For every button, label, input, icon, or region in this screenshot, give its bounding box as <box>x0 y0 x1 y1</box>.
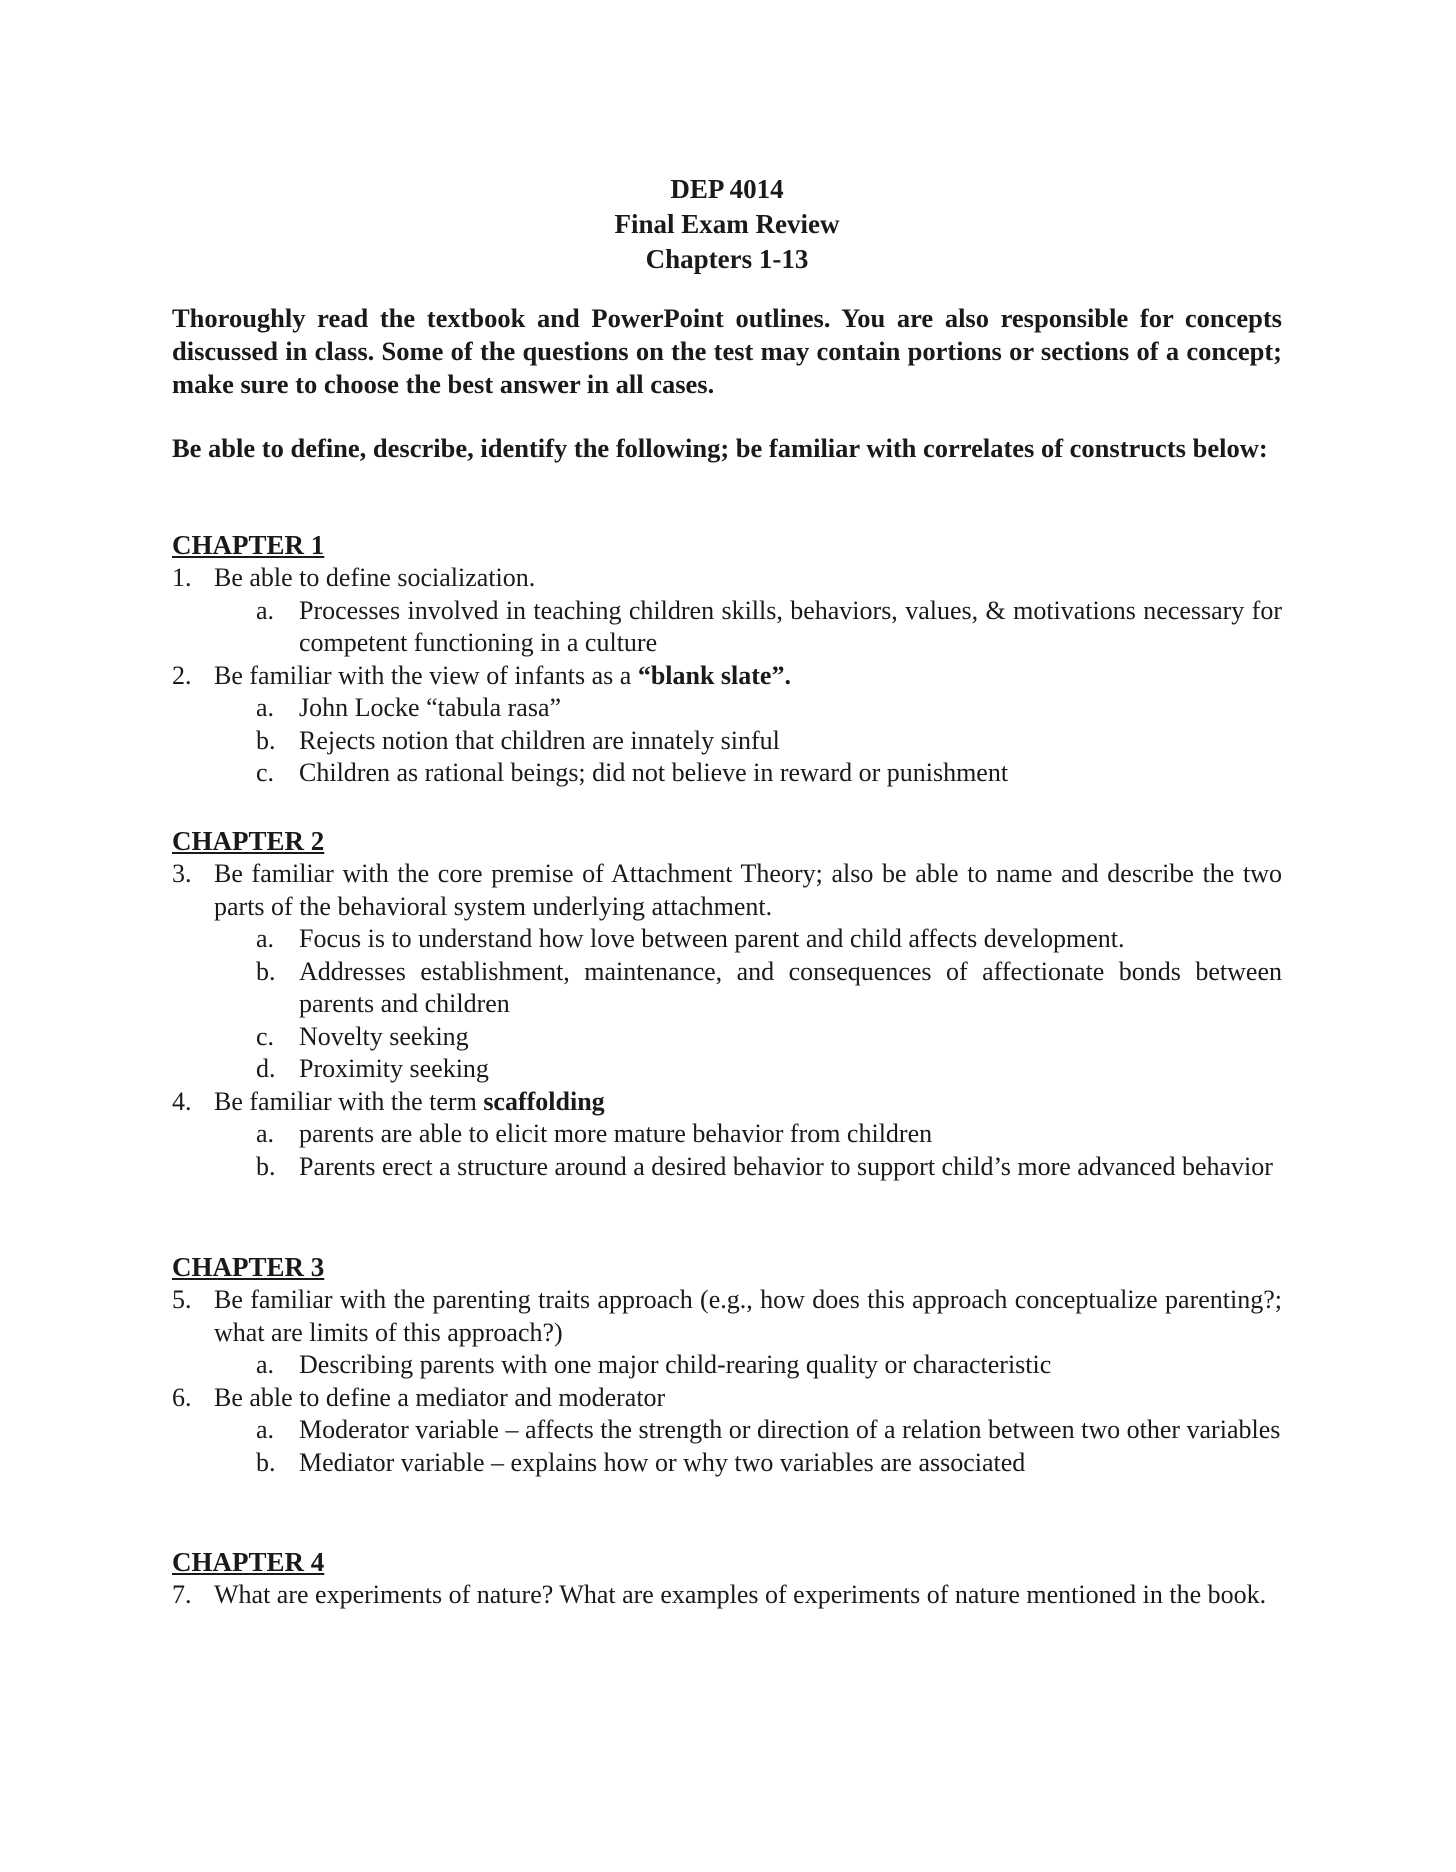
item-text: Be familiar with the view of infants as a <box>214 660 638 690</box>
item-number: 5. <box>172 1285 192 1314</box>
list-item <box>172 1086 1282 1184</box>
sub-text: Novelty seeking <box>299 1021 469 1051</box>
list-item <box>172 1284 1282 1382</box>
chapter-heading: CHAPTER 3 <box>172 1252 325 1282</box>
sub-text: Focus is to understand how love between parent and child affects development. <box>299 924 1125 953</box>
item-bold-term: “blank slate”. <box>637 660 791 690</box>
sub-text: Addresses establishment, maintenance, and consequences of affectionate bonds between parents and children <box>299 956 1282 1018</box>
sub-letter: d. <box>256 1054 276 1083</box>
instructions-paragraph: Be able to define, describe, identify the following; be familiar with correlates of constructs below: <box>172 433 1268 463</box>
item-number: 4. <box>172 1086 192 1116</box>
sub-text: John Locke “tabula rasa” <box>299 693 562 722</box>
sub-text: Children as rational beings; did not believe in reward or punishment <box>299 758 1009 787</box>
sub-letter: a. <box>256 1119 275 1148</box>
document-title: Final Exam Review <box>614 209 840 239</box>
sub-letter: b. <box>256 725 276 755</box>
chapter-heading: CHAPTER 2 <box>172 826 325 856</box>
sub-item <box>172 1349 1282 1382</box>
item-text: Be familiar with the parenting traits approach (e.g., how does this approach conceptualize parenting?; what are limits of this approach?) <box>214 1285 1282 1347</box>
chapter-4-section <box>172 1545 1282 1612</box>
sub-text: Processes involved in teaching children skills, behaviors, values, & motivations necessary for competent functioning in a culture <box>299 595 1282 657</box>
item-text: What are experiments of nature? What are examples of experiments of nature mentioned in the book. <box>214 1580 1267 1609</box>
item-number: 2. <box>172 660 192 690</box>
sub-text: Moderator variable – affects the strength or direction of a relation between two other variables <box>299 1415 1281 1444</box>
sub-letter: a. <box>256 595 275 625</box>
sub-letter: a. <box>256 924 275 953</box>
sub-item <box>172 725 1282 758</box>
sub-item <box>172 1118 1282 1151</box>
sub-item <box>172 1414 1282 1447</box>
sub-letter: a. <box>256 1350 275 1379</box>
document-header <box>172 172 1282 277</box>
sub-letter: c. <box>256 758 275 787</box>
course-code: DEP 4014 <box>670 174 784 204</box>
sub-letter: a. <box>256 1415 275 1444</box>
sub-text: Parents erect a structure around a desired behavior to support child’s more advanced behavior <box>299 1151 1273 1181</box>
chapter-2-section <box>172 824 1282 1183</box>
sub-letter: b. <box>256 1447 276 1477</box>
item-number: 3. <box>172 859 192 888</box>
sub-item <box>172 923 1282 956</box>
item-number: 7. <box>172 1580 192 1609</box>
sub-item <box>172 956 1282 1021</box>
sub-item <box>172 692 1282 725</box>
sub-item <box>172 1021 1282 1054</box>
chapter-1-section <box>172 528 1282 790</box>
sub-item <box>172 1447 1282 1480</box>
item-bold-term: scaffolding <box>483 1086 605 1116</box>
list-item <box>172 660 1282 790</box>
sub-text: parents are able to elicit more mature behavior from children <box>299 1119 933 1148</box>
item-text: Be able to define a mediator and moderator <box>214 1382 666 1412</box>
sub-text: Describing parents with one major child-rearing quality or characteristic <box>299 1350 1052 1379</box>
sub-item <box>172 757 1282 790</box>
intro-paragraph: Thoroughly read the textbook and PowerPoint outlines. You are also responsible for concepts discussed in class. Some of the questions on the test may contain portions or sections of a concept; make sure to choose the best answer in all cases. <box>172 303 1282 399</box>
sub-letter: c. <box>256 1021 275 1051</box>
sub-item <box>172 595 1282 660</box>
list-item <box>172 562 1282 660</box>
item-text: Be familiar with the term <box>214 1086 484 1116</box>
chapters-range: Chapters 1-13 <box>645 244 809 274</box>
sub-text: Rejects notion that children are innately sinful <box>299 725 780 755</box>
sub-item <box>172 1053 1282 1086</box>
sub-text: Proximity seeking <box>299 1054 489 1083</box>
sub-item <box>172 1151 1282 1184</box>
list-item <box>172 1382 1282 1480</box>
chapter-heading: CHAPTER 4 <box>172 1547 325 1577</box>
item-text: Be familiar with the core premise of Attachment Theory; also be able to name and describe the two parts of the behavioral system underlying attachment. <box>214 859 1282 921</box>
sub-letter: b. <box>256 1151 276 1181</box>
chapter-heading: CHAPTER 1 <box>172 530 325 560</box>
chapter-3-section <box>172 1250 1282 1479</box>
item-text: Be able to define socialization. <box>214 563 536 592</box>
list-item <box>172 1579 1282 1612</box>
list-item <box>172 858 1282 1086</box>
item-number: 6. <box>172 1382 192 1412</box>
sub-letter: b. <box>256 956 276 986</box>
sub-text: Mediator variable – explains how or why two variables are associated <box>299 1447 1026 1477</box>
sub-letter: a. <box>256 693 275 722</box>
item-number: 1. <box>172 563 192 592</box>
